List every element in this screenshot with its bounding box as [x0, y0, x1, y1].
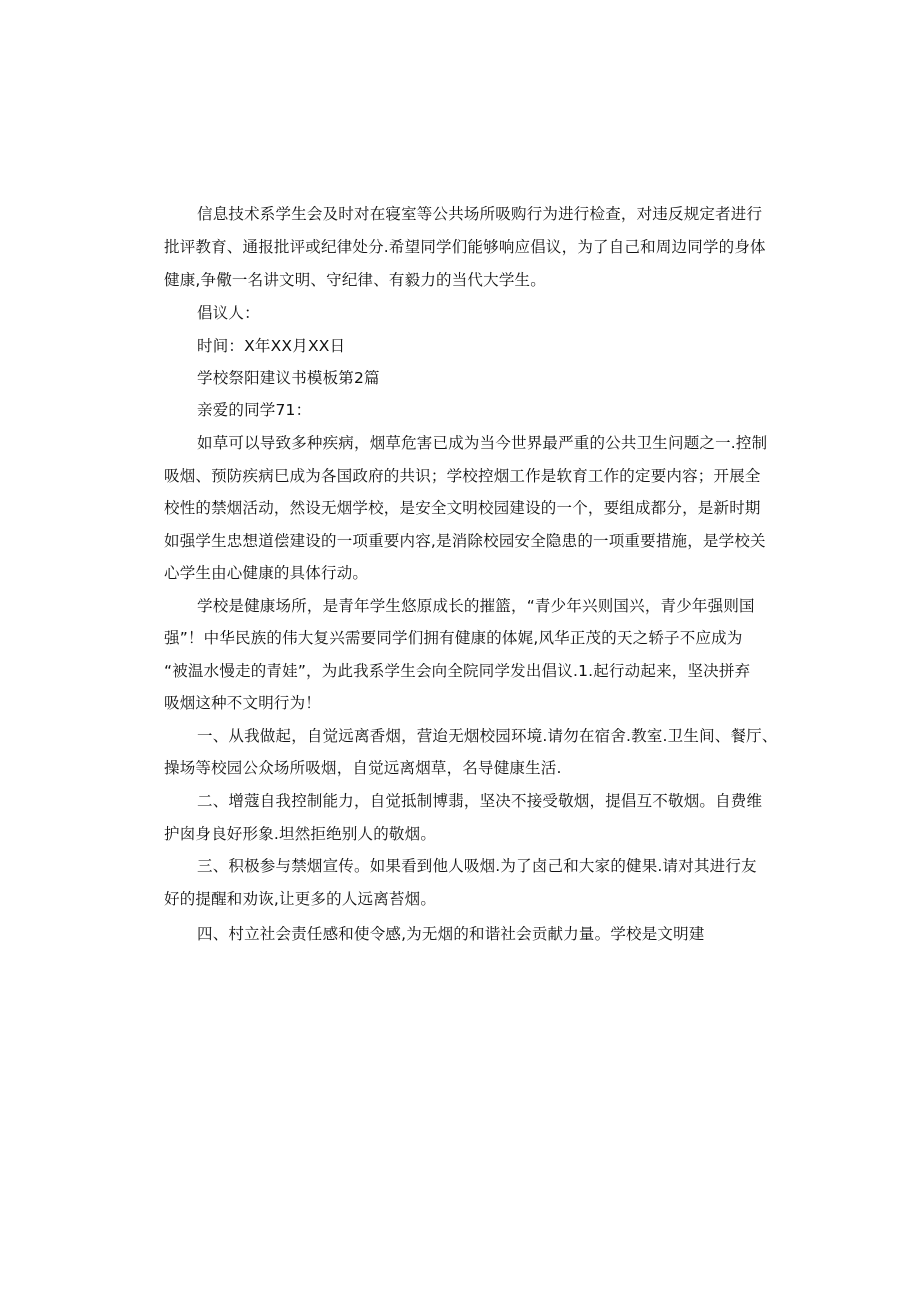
- paragraph-1-line-3: 健康,争儆一名讲文明、守纪律、有毅力的当代大学生。: [164, 271, 546, 289]
- paragraph-7-line-1: 四、村立社会责任感和使令感,为无烟的和谐社会贡献力量。学校是文明建: [197, 925, 705, 943]
- paragraph-1-line-2: 批评教育、通报批评或纪律处分.希望同学们能够响应倡议，为了自己和周边同学的身体: [164, 238, 766, 256]
- paragraph-5-line-1: 二、增蔻自我控制能力，自觉抵制博翡，坚决不接受敬烟，提倡互不敬烟。自费维: [197, 792, 763, 810]
- paragraph-2-line-5: 心学生由心健康的具体行动。: [164, 564, 369, 582]
- section-title: 学校祭阳建议书模板第2篇: [197, 369, 380, 387]
- paragraph-3-line-3: “被温水慢走的青娃”，为此我系学生会向全院同学发出倡议.1.起行动起来，坚决拼弃: [164, 662, 751, 680]
- paragraph-4-line-2: 操场等校园公众场所吸烟，自觉远离烟草，名导健康生活.: [164, 759, 562, 777]
- paragraph-3-line-1: 学校是健康场所，是青年学生悠原成长的摧篮，“青少年兴则国兴，青少年强则国: [197, 597, 755, 615]
- paragraph-2-line-2: 吸烟、预防疾病巳成为各国政府的共识；学校控烟工作是软育工作的定要内容；开展全: [164, 467, 761, 485]
- greeting: 亲爱的同学71：: [197, 401, 312, 419]
- paragraph-2-line-4: 如强学生忠想道偿建设的一项重要内容,是消除校园安全隐患的一项重要措施，是学校关: [164, 532, 766, 550]
- time-line: 时间：X年XX月XX日: [197, 337, 346, 355]
- paragraph-4-line-1: 一、从我做起，自觉远离香烟，营迨无烟校园环境.请勿在宿舍.教室.卫生间、餐厅、: [197, 727, 778, 745]
- paragraph-6-line-2: 好的提醒和劝诙,让更多的人远离苔烟。: [164, 890, 437, 908]
- paragraph-5-line-2: 护囱身良好形象.坦然拒绝别人的敬烟。: [164, 825, 437, 843]
- paragraph-2-line-1: 如草可以导致多种疾病，烟草危害已成为当今世界最严重的公共卫生问题之一.控制: [197, 434, 768, 452]
- paragraph-6-line-1: 三、积极参与禁烟宣传。如果看到他人吸烟.为了卤己和大家的健果.请对其进行友: [197, 857, 757, 875]
- paragraph-3-line-4: 吸烟这种不文明行为！: [164, 694, 322, 712]
- paragraph-1-line-1: 信息技术系学生会及时对在寝室等公共场所吸购行为进行检查，对违反规定者进行: [197, 205, 763, 223]
- paragraph-3-line-2: 强”！中华民族的伟大复兴需要同学们拥有健康的体娓,风华正茂的天之轿子不应成为: [164, 629, 743, 647]
- proposer-line: 倡议人：: [197, 304, 260, 322]
- paragraph-2-line-3: 校性的禁烟活动，然设无烟学校，是安全文明校园建设的一个，要组成都分，是新时期: [164, 499, 761, 517]
